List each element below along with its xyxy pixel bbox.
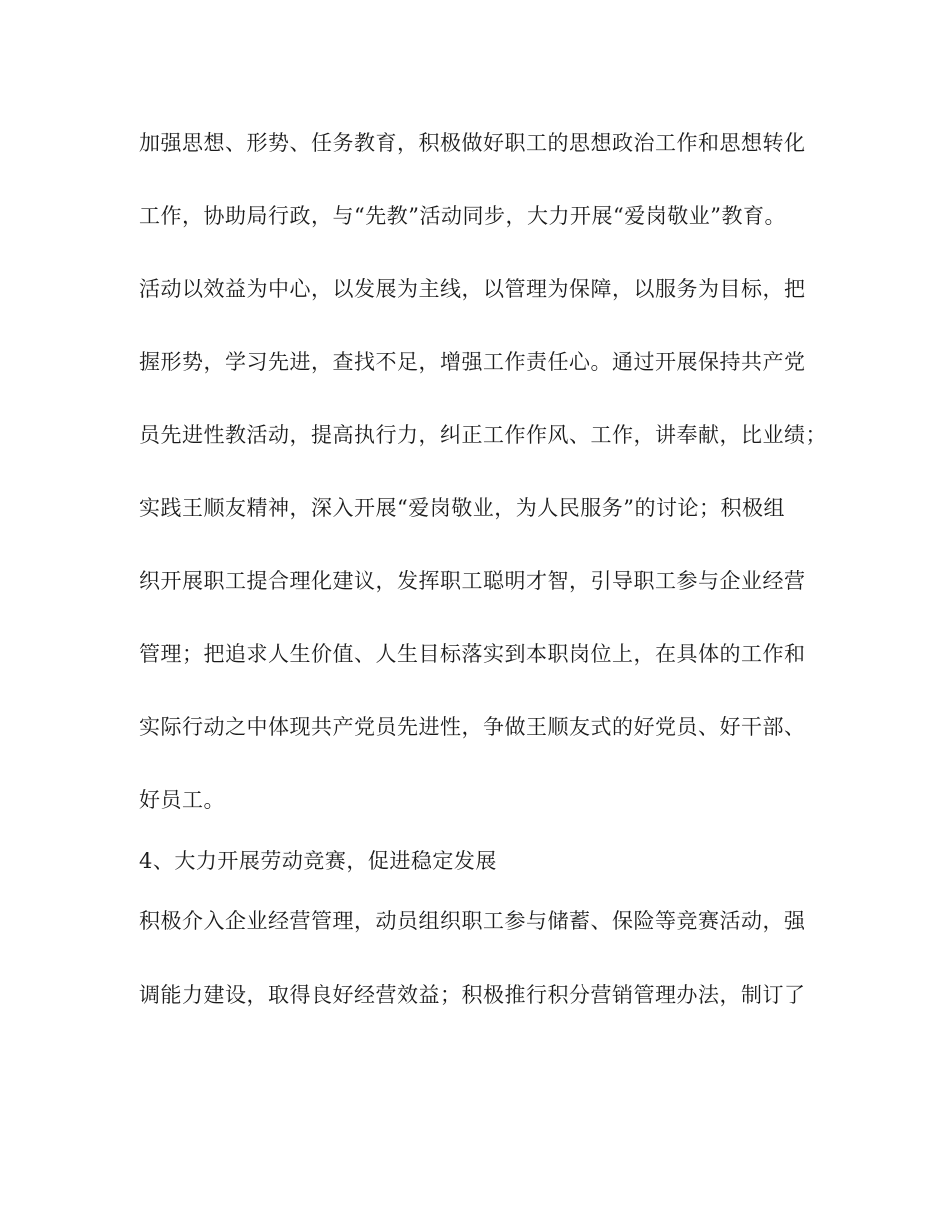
- body-text-line: 实践王顺友精神，深入开展“爱岗敬业，为人民服务”的讨论；积极组: [139, 496, 785, 520]
- body-text-line: 积极介入企业经营管理，动员组织职工参与储蓄、保险等竞赛活动，强: [139, 909, 806, 933]
- body-text-line: 加强思想、形势、任务教育，积极做好职工的思想政治工作和思想转化: [139, 131, 806, 155]
- body-text-line: 管理；把追求人生价值、人生目标落实到本职岗位上，在具体的工作和: [139, 642, 806, 666]
- body-text-line: 好员工。: [139, 788, 225, 812]
- body-text-line: 调能力建设，取得良好经营效益；积极推行积分营销管理办法，制订了: [139, 983, 806, 1007]
- body-text-line: 织开展职工提合理化建议，发挥职工聪明才智，引导职工参与企业经营: [139, 569, 806, 593]
- body-text-line: 员先进性教活动，提高执行力，纠正工作作风、工作，讲奉献，比业绩；: [139, 423, 827, 447]
- body-text-line: 握形势，学习先进，查找不足，增强工作责任心。通过开展保持共产党: [139, 350, 806, 374]
- body-text-line: 工作，协助局行政，与“先教”活动同步，大力开展“爱岗敬业”教育。: [139, 204, 786, 228]
- body-text-line: 活动以效益为中心，以发展为主线，以管理为保障，以服务为目标，把: [139, 277, 806, 301]
- body-text-line: 实际行动之中体现共产党员先进性，争做王顺友式的好党员、好干部、: [139, 715, 806, 739]
- section-heading: 4、大力开展劳动竞赛，促进稳定发展: [139, 849, 497, 873]
